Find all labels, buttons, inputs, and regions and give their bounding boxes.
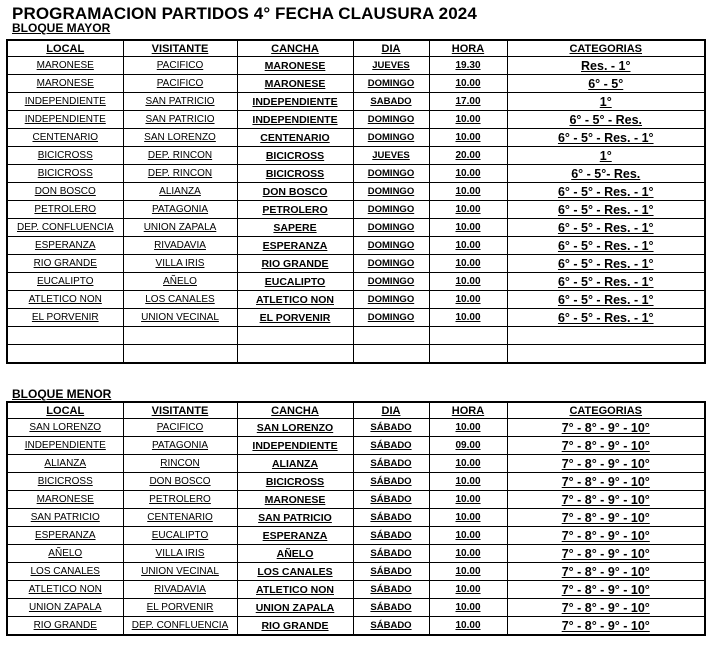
- hora-cell: 10.00: [429, 255, 507, 273]
- local-cell: UNION ZAPALA: [7, 599, 123, 617]
- hora-cell: 10.00: [429, 165, 507, 183]
- visitante-cell: DEP. CONFLUENCIA: [123, 617, 237, 636]
- hora-cell: 10.00: [429, 455, 507, 473]
- hora-cell: 10.00: [429, 201, 507, 219]
- dia-cell: DOMINGO: [353, 273, 429, 291]
- header-hora: HORA: [429, 402, 507, 419]
- local-cell: DEP. CONFLUENCIA: [7, 219, 123, 237]
- header-dia: DIA: [353, 402, 429, 419]
- visitante-cell: SAN LORENZO: [123, 129, 237, 147]
- hora-cell: 10.00: [429, 581, 507, 599]
- hora-cell: 10.00: [429, 111, 507, 129]
- cancha-cell: ATLETICO NON: [237, 291, 353, 309]
- table-row: [7, 509, 705, 527]
- local-cell: INDEPENDIENTE: [7, 93, 123, 111]
- hora-cell: 17.00: [429, 93, 507, 111]
- categorias-cell: 7° - 8° - 9° - 10°: [507, 473, 705, 491]
- dia-cell: DOMINGO: [353, 255, 429, 273]
- cancha-cell: LOS CANALES: [237, 563, 353, 581]
- categorias-cell: 1°: [507, 93, 705, 111]
- visitante-cell: UNION ZAPALA: [123, 219, 237, 237]
- dia-cell: SÁBADO: [353, 455, 429, 473]
- hora-cell: 10.00: [429, 527, 507, 545]
- bloque-mayor-table: [6, 39, 706, 364]
- table-row: [7, 273, 705, 291]
- table-row: [7, 111, 705, 129]
- cancha-cell: EUCALIPTO: [237, 273, 353, 291]
- table-row: [7, 563, 705, 581]
- empty-cell: [353, 345, 429, 364]
- dia-cell: JUEVES: [353, 147, 429, 165]
- local-cell: INDEPENDIENTE: [7, 437, 123, 455]
- dia-cell: DOMINGO: [353, 201, 429, 219]
- dia-cell: SÁBADO: [353, 437, 429, 455]
- table-row: [7, 291, 705, 309]
- visitante-cell: PACIFICO: [123, 57, 237, 75]
- local-cell: MARONESE: [7, 75, 123, 93]
- empty-cell: [237, 345, 353, 364]
- local-cell: RIO GRANDE: [7, 255, 123, 273]
- visitante-cell: SAN PATRICIO: [123, 93, 237, 111]
- local-cell: DON BOSCO: [7, 183, 123, 201]
- categorias-cell: 6° - 5° - Res. - 1°: [507, 309, 705, 327]
- cancha-cell: ESPERANZA: [237, 237, 353, 255]
- cancha-cell: ESPERANZA: [237, 527, 353, 545]
- table-row: [7, 309, 705, 327]
- categorias-cell: Res. - 1°: [507, 57, 705, 75]
- table-row: [7, 599, 705, 617]
- empty-cell: [123, 327, 237, 345]
- bloque-menor-label: BLOQUE MENOR: [12, 387, 112, 401]
- local-cell: EUCALIPTO: [7, 273, 123, 291]
- categorias-cell: 6° - 5° - Res. - 1°: [507, 255, 705, 273]
- dia-cell: SÁBADO: [353, 581, 429, 599]
- dia-cell: SÁBADO: [353, 599, 429, 617]
- empty-row: [7, 345, 705, 364]
- local-cell: EL PORVENIR: [7, 309, 123, 327]
- visitante-cell: RIVADAVIA: [123, 237, 237, 255]
- visitante-cell: CENTENARIO: [123, 509, 237, 527]
- dia-cell: DOMINGO: [353, 165, 429, 183]
- hora-cell: 10.00: [429, 491, 507, 509]
- categorias-cell: 6° - 5° - Res. - 1°: [507, 237, 705, 255]
- visitante-cell: EL PORVENIR: [123, 599, 237, 617]
- table-row: [7, 75, 705, 93]
- local-cell: INDEPENDIENTE: [7, 111, 123, 129]
- categorias-cell: 1°: [507, 147, 705, 165]
- local-cell: MARONESE: [7, 57, 123, 75]
- empty-cell: [7, 345, 123, 364]
- visitante-cell: LOS CANALES: [123, 291, 237, 309]
- dia-cell: SÁBADO: [353, 473, 429, 491]
- table-row: [7, 93, 705, 111]
- cancha-cell: SAN LORENZO: [237, 419, 353, 437]
- categorias-cell: 7° - 8° - 9° - 10°: [507, 491, 705, 509]
- categorias-cell: 7° - 8° - 9° - 10°: [507, 509, 705, 527]
- hora-cell: 10.00: [429, 309, 507, 327]
- bloque-menor-table: [6, 401, 706, 636]
- visitante-cell: PATAGONIA: [123, 201, 237, 219]
- cancha-cell: DON BOSCO: [237, 183, 353, 201]
- empty-cell: [237, 327, 353, 345]
- table-row: [7, 147, 705, 165]
- visitante-cell: AÑELO: [123, 273, 237, 291]
- hora-cell: 10.00: [429, 183, 507, 201]
- header-hora: HORA: [429, 40, 507, 57]
- table-row: [7, 219, 705, 237]
- hora-cell: 10.00: [429, 291, 507, 309]
- categorias-cell: 6° - 5° - Res. - 1°: [507, 219, 705, 237]
- cancha-cell: EL PORVENIR: [237, 309, 353, 327]
- dia-cell: DOMINGO: [353, 129, 429, 147]
- visitante-cell: UNION VECINAL: [123, 563, 237, 581]
- categorias-cell: 6° - 5° - Res. - 1°: [507, 273, 705, 291]
- hora-cell: 10.00: [429, 129, 507, 147]
- visitante-cell: RINCON: [123, 455, 237, 473]
- header-cancha: CANCHA: [237, 402, 353, 419]
- categorias-cell: 7° - 8° - 9° - 10°: [507, 419, 705, 437]
- cancha-cell: MARONESE: [237, 75, 353, 93]
- cancha-cell: INDEPENDIENTE: [237, 111, 353, 129]
- header-visitante: VISITANTE: [123, 402, 237, 419]
- table-row: [7, 165, 705, 183]
- cancha-cell: BICICROSS: [237, 473, 353, 491]
- visitante-cell: ALIANZA: [123, 183, 237, 201]
- cancha-cell: BICICROSS: [237, 165, 353, 183]
- local-cell: ESPERANZA: [7, 237, 123, 255]
- hora-cell: 10.00: [429, 545, 507, 563]
- dia-cell: DOMINGO: [353, 111, 429, 129]
- header-local: LOCAL: [7, 402, 123, 419]
- categorias-cell: 6° - 5° - Res. - 1°: [507, 129, 705, 147]
- dia-cell: DOMINGO: [353, 75, 429, 93]
- table-row: [7, 419, 705, 437]
- table-row: [7, 455, 705, 473]
- header-cancha: CANCHA: [237, 40, 353, 57]
- table-row: [7, 57, 705, 75]
- empty-cell: [507, 327, 705, 345]
- categorias-cell: 7° - 8° - 9° - 10°: [507, 545, 705, 563]
- hora-cell: 10.00: [429, 509, 507, 527]
- cancha-cell: UNION ZAPALA: [237, 599, 353, 617]
- cancha-cell: ALIANZA: [237, 455, 353, 473]
- local-cell: SAN PATRICIO: [7, 509, 123, 527]
- hora-cell: 10.00: [429, 563, 507, 581]
- table-header-row: [7, 402, 705, 419]
- local-cell: SAN LORENZO: [7, 419, 123, 437]
- dia-cell: SÁBADO: [353, 545, 429, 563]
- header-dia: DIA: [353, 40, 429, 57]
- hora-cell: 10.00: [429, 617, 507, 636]
- categorias-cell: 6° - 5°- Res.: [507, 165, 705, 183]
- categorias-cell: 7° - 8° - 9° - 10°: [507, 527, 705, 545]
- table-row: [7, 527, 705, 545]
- dia-cell: SABADO: [353, 93, 429, 111]
- categorias-cell: 6° - 5° - Res. - 1°: [507, 201, 705, 219]
- dia-cell: JUEVES: [353, 57, 429, 75]
- table-row: [7, 237, 705, 255]
- dia-cell: DOMINGO: [353, 183, 429, 201]
- dia-cell: DOMINGO: [353, 309, 429, 327]
- table-row: [7, 129, 705, 147]
- header-categorias: CATEGORIAS: [507, 402, 705, 419]
- local-cell: RIO GRANDE: [7, 617, 123, 636]
- cancha-cell: AÑELO: [237, 545, 353, 563]
- hora-cell: 10.00: [429, 599, 507, 617]
- visitante-cell: PATAGONIA: [123, 437, 237, 455]
- dia-cell: SÁBADO: [353, 491, 429, 509]
- categorias-cell: 6° - 5° - Res. - 1°: [507, 183, 705, 201]
- empty-cell: [353, 327, 429, 345]
- cancha-cell: PETROLERO: [237, 201, 353, 219]
- categorias-cell: 7° - 8° - 9° - 10°: [507, 617, 705, 636]
- local-cell: BICICROSS: [7, 473, 123, 491]
- cancha-cell: RIO GRANDE: [237, 255, 353, 273]
- empty-cell: [507, 345, 705, 364]
- dia-cell: SÁBADO: [353, 419, 429, 437]
- table-row: [7, 201, 705, 219]
- hora-cell: 10.00: [429, 273, 507, 291]
- cancha-cell: SAPERE: [237, 219, 353, 237]
- dia-cell: DOMINGO: [353, 291, 429, 309]
- dia-cell: SÁBADO: [353, 509, 429, 527]
- header-visitante: VISITANTE: [123, 40, 237, 57]
- hora-cell: 10.00: [429, 75, 507, 93]
- cancha-cell: INDEPENDIENTE: [237, 437, 353, 455]
- categorias-cell: 7° - 8° - 9° - 10°: [507, 437, 705, 455]
- hora-cell: 10.00: [429, 219, 507, 237]
- categorias-cell: 7° - 8° - 9° - 10°: [507, 455, 705, 473]
- hora-cell: 19.30: [429, 57, 507, 75]
- categorias-cell: 7° - 8° - 9° - 10°: [507, 563, 705, 581]
- local-cell: LOS CANALES: [7, 563, 123, 581]
- table-row: [7, 581, 705, 599]
- categorias-cell: 6° - 5° - Res.: [507, 111, 705, 129]
- visitante-cell: DON BOSCO: [123, 473, 237, 491]
- local-cell: ALIANZA: [7, 455, 123, 473]
- hora-cell: 10.00: [429, 473, 507, 491]
- cancha-cell: MARONESE: [237, 57, 353, 75]
- cancha-cell: MARONESE: [237, 491, 353, 509]
- categorias-cell: 6° - 5°: [507, 75, 705, 93]
- empty-row: [7, 327, 705, 345]
- visitante-cell: EUCALIPTO: [123, 527, 237, 545]
- local-cell: CENTENARIO: [7, 129, 123, 147]
- header-local: LOCAL: [7, 40, 123, 57]
- visitante-cell: UNION VECINAL: [123, 309, 237, 327]
- table-row: [7, 473, 705, 491]
- cancha-cell: INDEPENDIENTE: [237, 93, 353, 111]
- hora-cell: 20.00: [429, 147, 507, 165]
- visitante-cell: DEP. RINCON: [123, 147, 237, 165]
- empty-cell: [123, 345, 237, 364]
- table-row: [7, 491, 705, 509]
- table-row: [7, 437, 705, 455]
- visitante-cell: VILLA IRIS: [123, 255, 237, 273]
- table-row: [7, 183, 705, 201]
- dia-cell: SÁBADO: [353, 617, 429, 636]
- header-categorias: CATEGORIAS: [507, 40, 705, 57]
- hora-cell: 10.00: [429, 237, 507, 255]
- local-cell: PETROLERO: [7, 201, 123, 219]
- table-row: [7, 255, 705, 273]
- cancha-cell: BICICROSS: [237, 147, 353, 165]
- dia-cell: SÁBADO: [353, 563, 429, 581]
- dia-cell: SÁBADO: [353, 527, 429, 545]
- dia-cell: DOMINGO: [353, 219, 429, 237]
- page-title: PROGRAMACION PARTIDOS 4° FECHA CLAUSURA 2024: [12, 4, 477, 23]
- local-cell: ESPERANZA: [7, 527, 123, 545]
- empty-cell: [429, 327, 507, 345]
- cancha-cell: SAN PATRICIO: [237, 509, 353, 527]
- visitante-cell: PACIFICO: [123, 75, 237, 93]
- cancha-cell: CENTENARIO: [237, 129, 353, 147]
- local-cell: BICICROSS: [7, 147, 123, 165]
- categorias-cell: 7° - 8° - 9° - 10°: [507, 581, 705, 599]
- hora-cell: 09.00: [429, 437, 507, 455]
- local-cell: AÑELO: [7, 545, 123, 563]
- hora-cell: 10.00: [429, 419, 507, 437]
- local-cell: ATLETICO NON: [7, 581, 123, 599]
- empty-cell: [429, 345, 507, 364]
- table-header-row: [7, 40, 705, 57]
- visitante-cell: SAN PATRICIO: [123, 111, 237, 129]
- table-row: [7, 545, 705, 563]
- local-cell: ATLETICO NON: [7, 291, 123, 309]
- empty-cell: [7, 327, 123, 345]
- visitante-cell: PACIFICO: [123, 419, 237, 437]
- local-cell: BICICROSS: [7, 165, 123, 183]
- visitante-cell: PETROLERO: [123, 491, 237, 509]
- cancha-cell: ATLETICO NON: [237, 581, 353, 599]
- visitante-cell: DEP. RINCON: [123, 165, 237, 183]
- table-row: [7, 617, 705, 636]
- visitante-cell: RIVADAVIA: [123, 581, 237, 599]
- categorias-cell: 7° - 8° - 9° - 10°: [507, 599, 705, 617]
- dia-cell: DOMINGO: [353, 237, 429, 255]
- cancha-cell: RIO GRANDE: [237, 617, 353, 636]
- categorias-cell: 6° - 5° - Res. - 1°: [507, 291, 705, 309]
- visitante-cell: VILLA IRIS: [123, 545, 237, 563]
- bloque-mayor-label: BLOQUE MAYOR: [12, 21, 111, 35]
- local-cell: MARONESE: [7, 491, 123, 509]
